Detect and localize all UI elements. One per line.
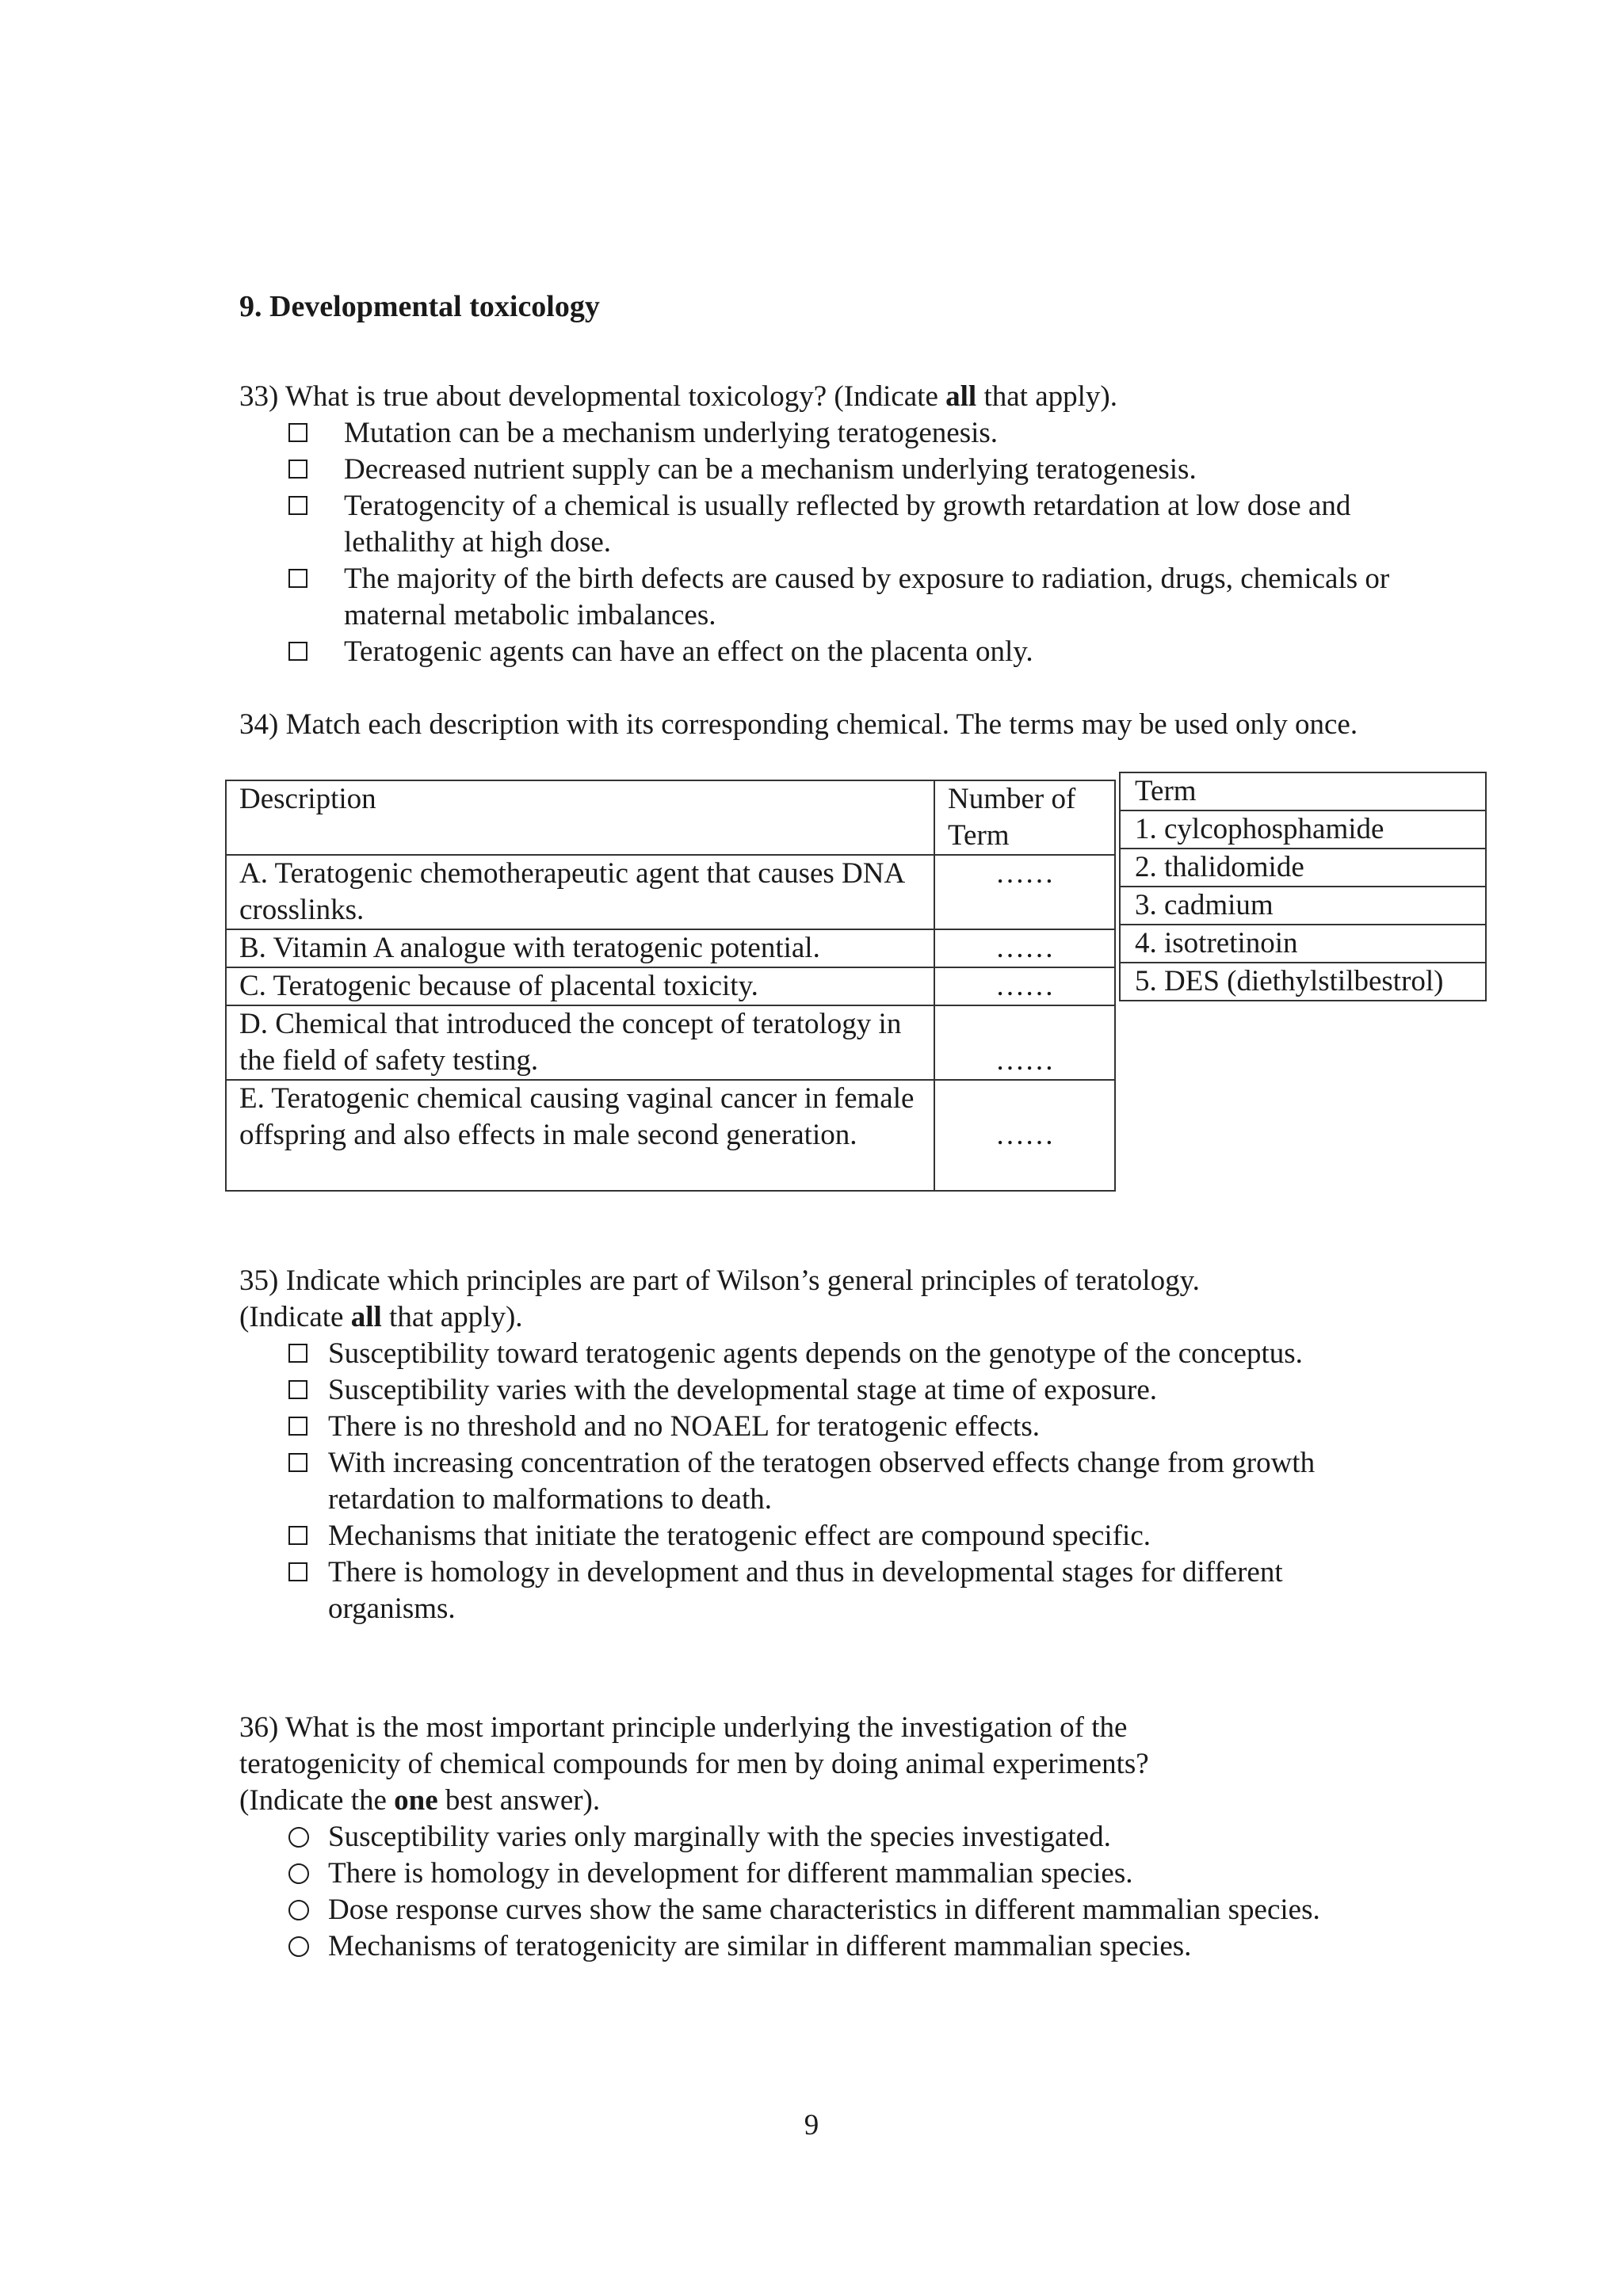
- row-description: C. Teratogenic because of placental toxicity.: [226, 967, 934, 1005]
- table-row: [226, 967, 1115, 1005]
- term-item: 2. thalidomide: [1120, 849, 1486, 887]
- checkbox[interactable]: [288, 1344, 307, 1363]
- checkbox[interactable]: [288, 1526, 307, 1545]
- row-description: B. Vitamin A analogue with teratogenic potential.: [226, 929, 934, 967]
- answer-blank[interactable]: ……: [934, 1080, 1115, 1191]
- section-title: 9. Developmental toxicology: [239, 290, 600, 323]
- row-description: A. Teratogenic chemotherapeutic agent that causes DNA crosslinks.: [226, 855, 934, 929]
- q35-option[interactable]: Mechanisms that initiate the teratogenic effect are compound specific.: [287, 1518, 1396, 1554]
- q36-prompt-line: 36) What is the most important principle underlying the investigation of the: [239, 1711, 1128, 1744]
- q34-prompt: 34) Match each description with its corresponding chemical. The terms may be used only once.: [239, 708, 1358, 741]
- term-item: 1. cylcophosphamide: [1120, 810, 1486, 849]
- q35-option[interactable]: Susceptibility toward teratogenic agents depends on the genotype of the conceptus.: [287, 1336, 1396, 1372]
- checkbox[interactable]: [288, 642, 307, 661]
- q35-prompt-line: (Indicate all that apply).: [239, 1301, 523, 1333]
- table-row: [1120, 963, 1486, 1001]
- q36-option[interactable]: There is homology in development for different mammalian species.: [287, 1855, 1476, 1892]
- checkbox[interactable]: [288, 1453, 307, 1472]
- q36-option[interactable]: Dose response curves show the same characteristics in different mammalian species.: [287, 1892, 1476, 1928]
- term-table: [1119, 772, 1487, 1001]
- table-row: [1120, 849, 1486, 887]
- table-row: [226, 855, 1115, 929]
- table-row: [226, 780, 1115, 855]
- q33-option[interactable]: Teratogenic agents can have an effect on the placenta only.: [287, 634, 1412, 670]
- q33-option[interactable]: The majority of the birth defects are caused by exposure to radiation, drugs, chemicals or maternal metabolic imbalances.: [287, 561, 1412, 634]
- table-row: [1120, 810, 1486, 849]
- checkbox[interactable]: [288, 423, 307, 442]
- table-row: [1120, 887, 1486, 925]
- answer-blank[interactable]: ……: [934, 929, 1115, 967]
- table-row: [1120, 772, 1486, 810]
- q33-option[interactable]: Decreased nutrient supply can be a mechanism underlying teratogenesis.: [287, 452, 1412, 488]
- checkbox[interactable]: [288, 460, 307, 479]
- row-description: D. Chemical that introduced the concept of teratology in the field of safety testing.: [226, 1005, 934, 1080]
- q36-prompt-line: teratogenicity of chemical compounds for men by doing animal experiments?: [239, 1748, 1149, 1780]
- table-row: [226, 929, 1115, 967]
- q35-option[interactable]: Susceptibility varies with the developmental stage at time of exposure.: [287, 1372, 1396, 1409]
- checkbox[interactable]: [288, 569, 307, 588]
- table-row: [226, 1080, 1115, 1191]
- table-row: [1120, 925, 1486, 963]
- number-header: Number of Term: [934, 780, 1115, 855]
- q36-prompt: [239, 1710, 1476, 1819]
- q36-prompt-line: (Indicate the one best answer).: [239, 1784, 601, 1817]
- description-table: [225, 780, 1116, 1192]
- term-item: 3. cadmium: [1120, 887, 1486, 925]
- term-item: 4. isotretinoin: [1120, 925, 1486, 963]
- answer-blank[interactable]: ……: [934, 1005, 1115, 1080]
- checkbox[interactable]: [288, 1380, 307, 1399]
- q35-prompt: [239, 1263, 1476, 1336]
- q36-option[interactable]: Mechanisms of teratogenicity are similar in different mammalian species.: [287, 1928, 1476, 1965]
- q35-options: [287, 1336, 1396, 1627]
- table-row: [226, 1005, 1115, 1080]
- q35-option[interactable]: There is no threshold and no NOAEL for teratogenic effects.: [287, 1409, 1396, 1445]
- q35-option[interactable]: There is homology in development and thus in developmental stages for different organisms.: [287, 1554, 1396, 1627]
- checkbox[interactable]: [288, 496, 307, 515]
- radio-button[interactable]: [288, 1863, 309, 1884]
- row-description: E. Teratogenic chemical causing vaginal cancer in female offspring and also effects in male second generation.: [226, 1080, 934, 1191]
- radio-button[interactable]: [288, 1936, 309, 1957]
- q36-option[interactable]: Susceptibility varies only marginally with the species investigated.: [287, 1819, 1476, 1855]
- q33-options: [287, 415, 1412, 670]
- description-header: Description: [226, 780, 934, 855]
- q33-prompt: 33) What is true about developmental toxicology? (Indicate all that apply).: [239, 380, 1117, 413]
- q35-prompt-line: 35) Indicate which principles are part of Wilson’s general principles of teratology.: [239, 1264, 1200, 1297]
- q35-option[interactable]: With increasing concentration of the teratogen observed effects change from growth retardation to malformations to death.: [287, 1445, 1396, 1518]
- checkbox[interactable]: [288, 1562, 307, 1581]
- page-number: 9: [804, 2109, 819, 2142]
- q33-option[interactable]: Mutation can be a mechanism underlying teratogenesis.: [287, 415, 1412, 452]
- q36-options: [287, 1819, 1476, 1965]
- radio-button[interactable]: [288, 1827, 309, 1848]
- answer-blank[interactable]: ……: [934, 855, 1115, 929]
- term-item: 5. DES (diethylstilbestrol): [1120, 963, 1486, 1001]
- checkbox[interactable]: [288, 1417, 307, 1436]
- radio-button[interactable]: [288, 1900, 309, 1920]
- term-header: Term: [1120, 772, 1486, 810]
- q33-option[interactable]: Teratogencity of a chemical is usually reflected by growth retardation at low dose and lethalithy at high dose.: [287, 488, 1412, 561]
- answer-blank[interactable]: ……: [934, 967, 1115, 1005]
